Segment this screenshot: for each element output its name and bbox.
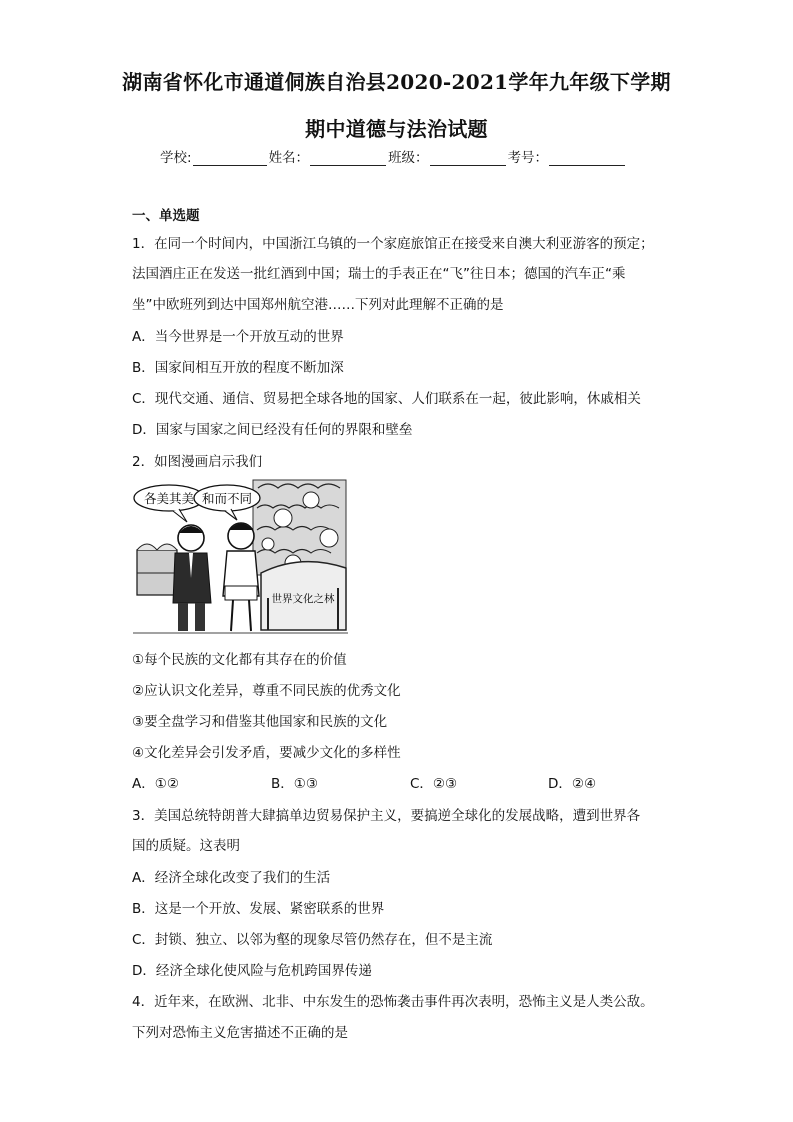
q3-stem-line1: 3．美国总统特朗普大肆搞单边贸易保护主义，要搞逆全球化的发展战略，遭到世界各: [132, 808, 641, 824]
garden-sign: [272, 592, 335, 605]
class-blank[interactable]: [430, 150, 506, 166]
q4-stem-line2: 下列对恐怖主义危害描述不正确的是: [132, 1025, 348, 1041]
bubble-right-text: 和而不同: [201, 491, 253, 506]
q2-option-a[interactable]: A．①②: [132, 776, 179, 792]
q3-option-c[interactable]: C．封锁、独立、以邻为壑的现象尽管仍然存在，但不是主流: [132, 932, 493, 948]
speech-bubble-left: [134, 485, 204, 522]
left-planter: [137, 544, 177, 595]
q4-stem-line1: 4．近年来，在欧洲、北非、中东发生的恐怖袭击事件再次表明，恐怖主义是人类公敌。: [132, 994, 654, 1010]
q3-option-a[interactable]: A．经济全球化改变了我们的生活: [132, 870, 331, 886]
q3-stem-line2: 国的质疑。这表明: [132, 838, 240, 854]
student-info-row: [160, 146, 627, 166]
q1-stem-line3: 坐”中欧班列到达中国郑州航空港……下列对此理解不正确的是: [132, 297, 504, 313]
q1-option-d[interactable]: D．国家与国家之间已经没有任何的界限和壁垒: [132, 422, 413, 438]
school-blank[interactable]: [193, 150, 267, 166]
q3-option-d[interactable]: D．经济全球化使风险与危机跨国界传递: [132, 963, 372, 979]
q1-option-b[interactable]: B．国家间相互开放的程度不断加深: [132, 360, 344, 376]
garden-sign-text: 世界文化之林: [271, 593, 335, 605]
bubble-left-text: 各美其美: [143, 491, 195, 506]
speech-bubble-right: [194, 485, 260, 520]
q1-stem-line1: 1．在同一个时间内，中国浙江乌镇的一个家庭旅馆正在接受来自澳大利亚游客的预定；: [132, 236, 654, 252]
q1-stem-line2: 法国酒庄正在发送一批红酒到中国；瑞士的手表正在“飞”往日本；德国的汽车正“乘: [132, 266, 626, 282]
name-label: 姓名：: [268, 150, 310, 166]
man-in-tshirt-figure: [223, 523, 259, 631]
q2-statement-1: ①每个民族的文化都有其存在的价值: [132, 652, 347, 668]
number-blank[interactable]: [549, 150, 625, 166]
q3-option-b[interactable]: B．这是一个开放、发展、紧密联系的世界: [132, 901, 385, 917]
q1-option-a[interactable]: A．当今世界是一个开放互动的世界: [132, 329, 344, 345]
q2-option-d[interactable]: D．②④: [548, 776, 597, 792]
school-label: 学校:: [160, 150, 192, 166]
number-label: 考号：: [507, 150, 549, 166]
cultural-cartoon-illustration: [133, 478, 348, 638]
flower-garden: [253, 480, 346, 575]
exam-title-line2: 期中道德与法治试题: [305, 117, 488, 141]
q2-statement-2: ②应认识文化差异，尊重不同民族的优秀文化: [132, 683, 401, 699]
section-title: 一、单选题: [132, 208, 200, 224]
q2-stem: 2．如图漫画启示我们: [132, 454, 263, 470]
q2-option-b[interactable]: B．①③: [271, 776, 318, 792]
q1-option-c[interactable]: C．现代交通、通信、贸易把全球各地的国家、人们联系在一起，彼此影响，休戚相关: [132, 391, 641, 407]
name-blank[interactable]: [310, 150, 386, 166]
q2-statement-3: ③要全盘学习和借鉴其他国家和民族的文化: [132, 714, 388, 730]
exam-title-line1: 湖南省怀化市通道侗族自治县2020-2021学年九年级下学期: [122, 70, 671, 94]
q2-statement-4: ④文化差异会引发矛盾，要减少文化的多样性: [132, 745, 401, 761]
q2-option-c[interactable]: C．②③: [410, 776, 458, 792]
man-in-suit-figure: [173, 525, 211, 631]
class-label: 班级：: [388, 150, 429, 166]
